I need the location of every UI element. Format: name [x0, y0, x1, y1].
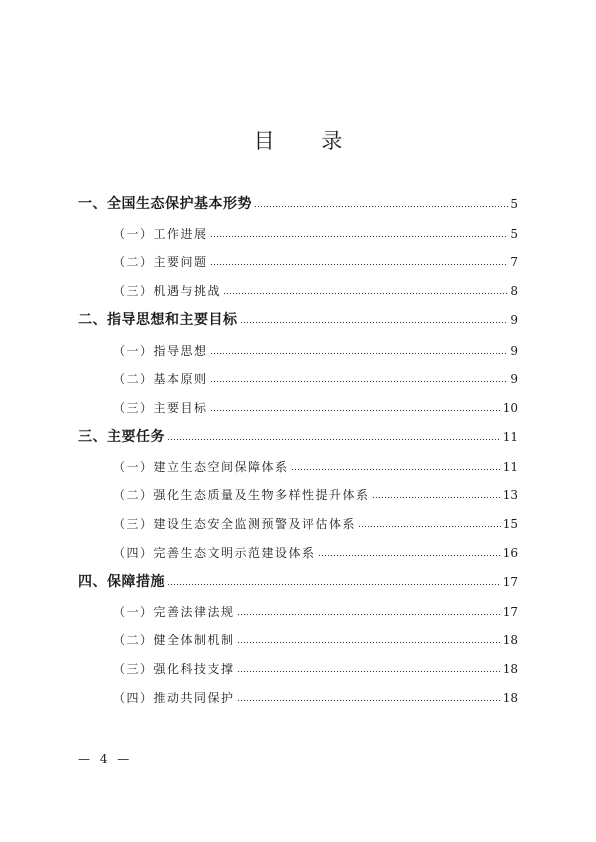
toc-entry-label: 二、指导思想和主要目标: [78, 312, 238, 328]
toc-leader-dots: [210, 261, 509, 267]
toc-entry[interactable]: [113, 397, 518, 419]
toc-entry[interactable]: [78, 309, 518, 331]
toc-page-number: 18: [502, 691, 518, 705]
toc-page-number: 8: [510, 284, 518, 298]
toc-leader-dots: [223, 290, 508, 296]
toc-entry-label: （三）建设生态安全监测预警及评估体系: [113, 517, 357, 531]
toc-leader-dots: [237, 639, 501, 645]
toc-entry-label: （二）主要问题: [113, 255, 208, 269]
toc-page-number: 17: [502, 575, 518, 589]
toc-entry-label: （一）完善法律法规: [113, 605, 235, 619]
toc-entry-label: （一）指导思想: [113, 344, 208, 358]
toc-leader-dots: [237, 697, 501, 703]
toc-leader-dots: [167, 436, 501, 442]
toc-page-number: 7: [510, 255, 518, 269]
toc-entry-label: （三）主要目标: [113, 401, 208, 415]
toc-leader-dots: [291, 466, 501, 472]
toc-entry[interactable]: [78, 193, 518, 215]
toc-page-number: 9: [510, 313, 518, 327]
toc-entry[interactable]: [113, 658, 518, 680]
toc-entry-label: 三、主要任务: [78, 429, 165, 445]
toc-entry-label: （三）强化科技支撑: [113, 662, 235, 676]
toc-leader-dots: [210, 350, 509, 356]
toc-leader-dots: [372, 494, 501, 500]
toc-page-number: 11: [502, 460, 518, 474]
toc-leader-dots: [237, 668, 501, 674]
toc-entry[interactable]: [113, 251, 518, 273]
toc-entry[interactable]: [78, 571, 518, 593]
toc-page-number: 9: [510, 344, 518, 358]
toc-entry[interactable]: [113, 280, 518, 302]
toc-leader-dots: [254, 203, 508, 209]
toc-entry[interactable]: [113, 601, 518, 623]
toc-page-number: 15: [502, 517, 518, 531]
page-number-footer: — 4 —: [78, 752, 133, 766]
toc-entry-label: （三）机遇与挑战: [113, 284, 222, 298]
toc-entry[interactable]: [113, 223, 518, 245]
toc-entry[interactable]: [113, 456, 518, 478]
toc-entry-label: （一）建立生态空间保障体系: [113, 460, 289, 474]
toc-leader-dots: [240, 319, 509, 325]
toc-entry[interactable]: [113, 513, 518, 535]
toc-page-number: 10: [502, 401, 518, 415]
toc-leader-dots: [210, 233, 509, 239]
toc-entry-label: （四）推动共同保护: [113, 691, 235, 705]
toc-entry-label: （二）基本原则: [113, 372, 208, 386]
toc-entry[interactable]: [113, 368, 518, 390]
toc-entry-label: 一、全国生态保护基本形势: [78, 196, 252, 212]
toc-page-number: 13: [502, 488, 518, 502]
toc-entry-label: （一）工作进展: [113, 227, 208, 241]
toc-leader-dots: [237, 611, 501, 617]
toc-page-number: 16: [502, 546, 518, 560]
toc-entry[interactable]: [78, 426, 518, 448]
toc-leader-dots: [210, 378, 509, 384]
toc-page-number: 18: [502, 662, 518, 676]
toc-entry-label: 四、保障措施: [78, 574, 165, 590]
toc-entry[interactable]: [113, 542, 518, 564]
toc-page-number: 5: [510, 227, 518, 241]
toc-entry[interactable]: [113, 484, 518, 506]
toc-entry-label: （二）强化生态质量及生物多样性提升体系: [113, 488, 370, 502]
toc-entry[interactable]: [113, 340, 518, 362]
toc-entry-label: （四）完善生态文明示范建设体系: [113, 546, 316, 560]
toc-page-number: 18: [502, 633, 518, 647]
toc-leader-dots: [318, 552, 501, 558]
toc-entry-label: （二）健全体制机制: [113, 633, 235, 647]
toc-leader-dots: [210, 407, 501, 413]
toc-page-number: 9: [510, 372, 518, 386]
toc-leader-dots: [358, 523, 501, 529]
toc-entry[interactable]: [113, 629, 518, 651]
toc-page-number: 11: [502, 430, 518, 444]
toc-entry[interactable]: [113, 687, 518, 709]
page-title: 目 录: [253, 129, 363, 153]
toc-page-number: 17: [502, 605, 518, 619]
toc-leader-dots: [167, 581, 501, 587]
toc-page-number: 5: [510, 197, 518, 211]
